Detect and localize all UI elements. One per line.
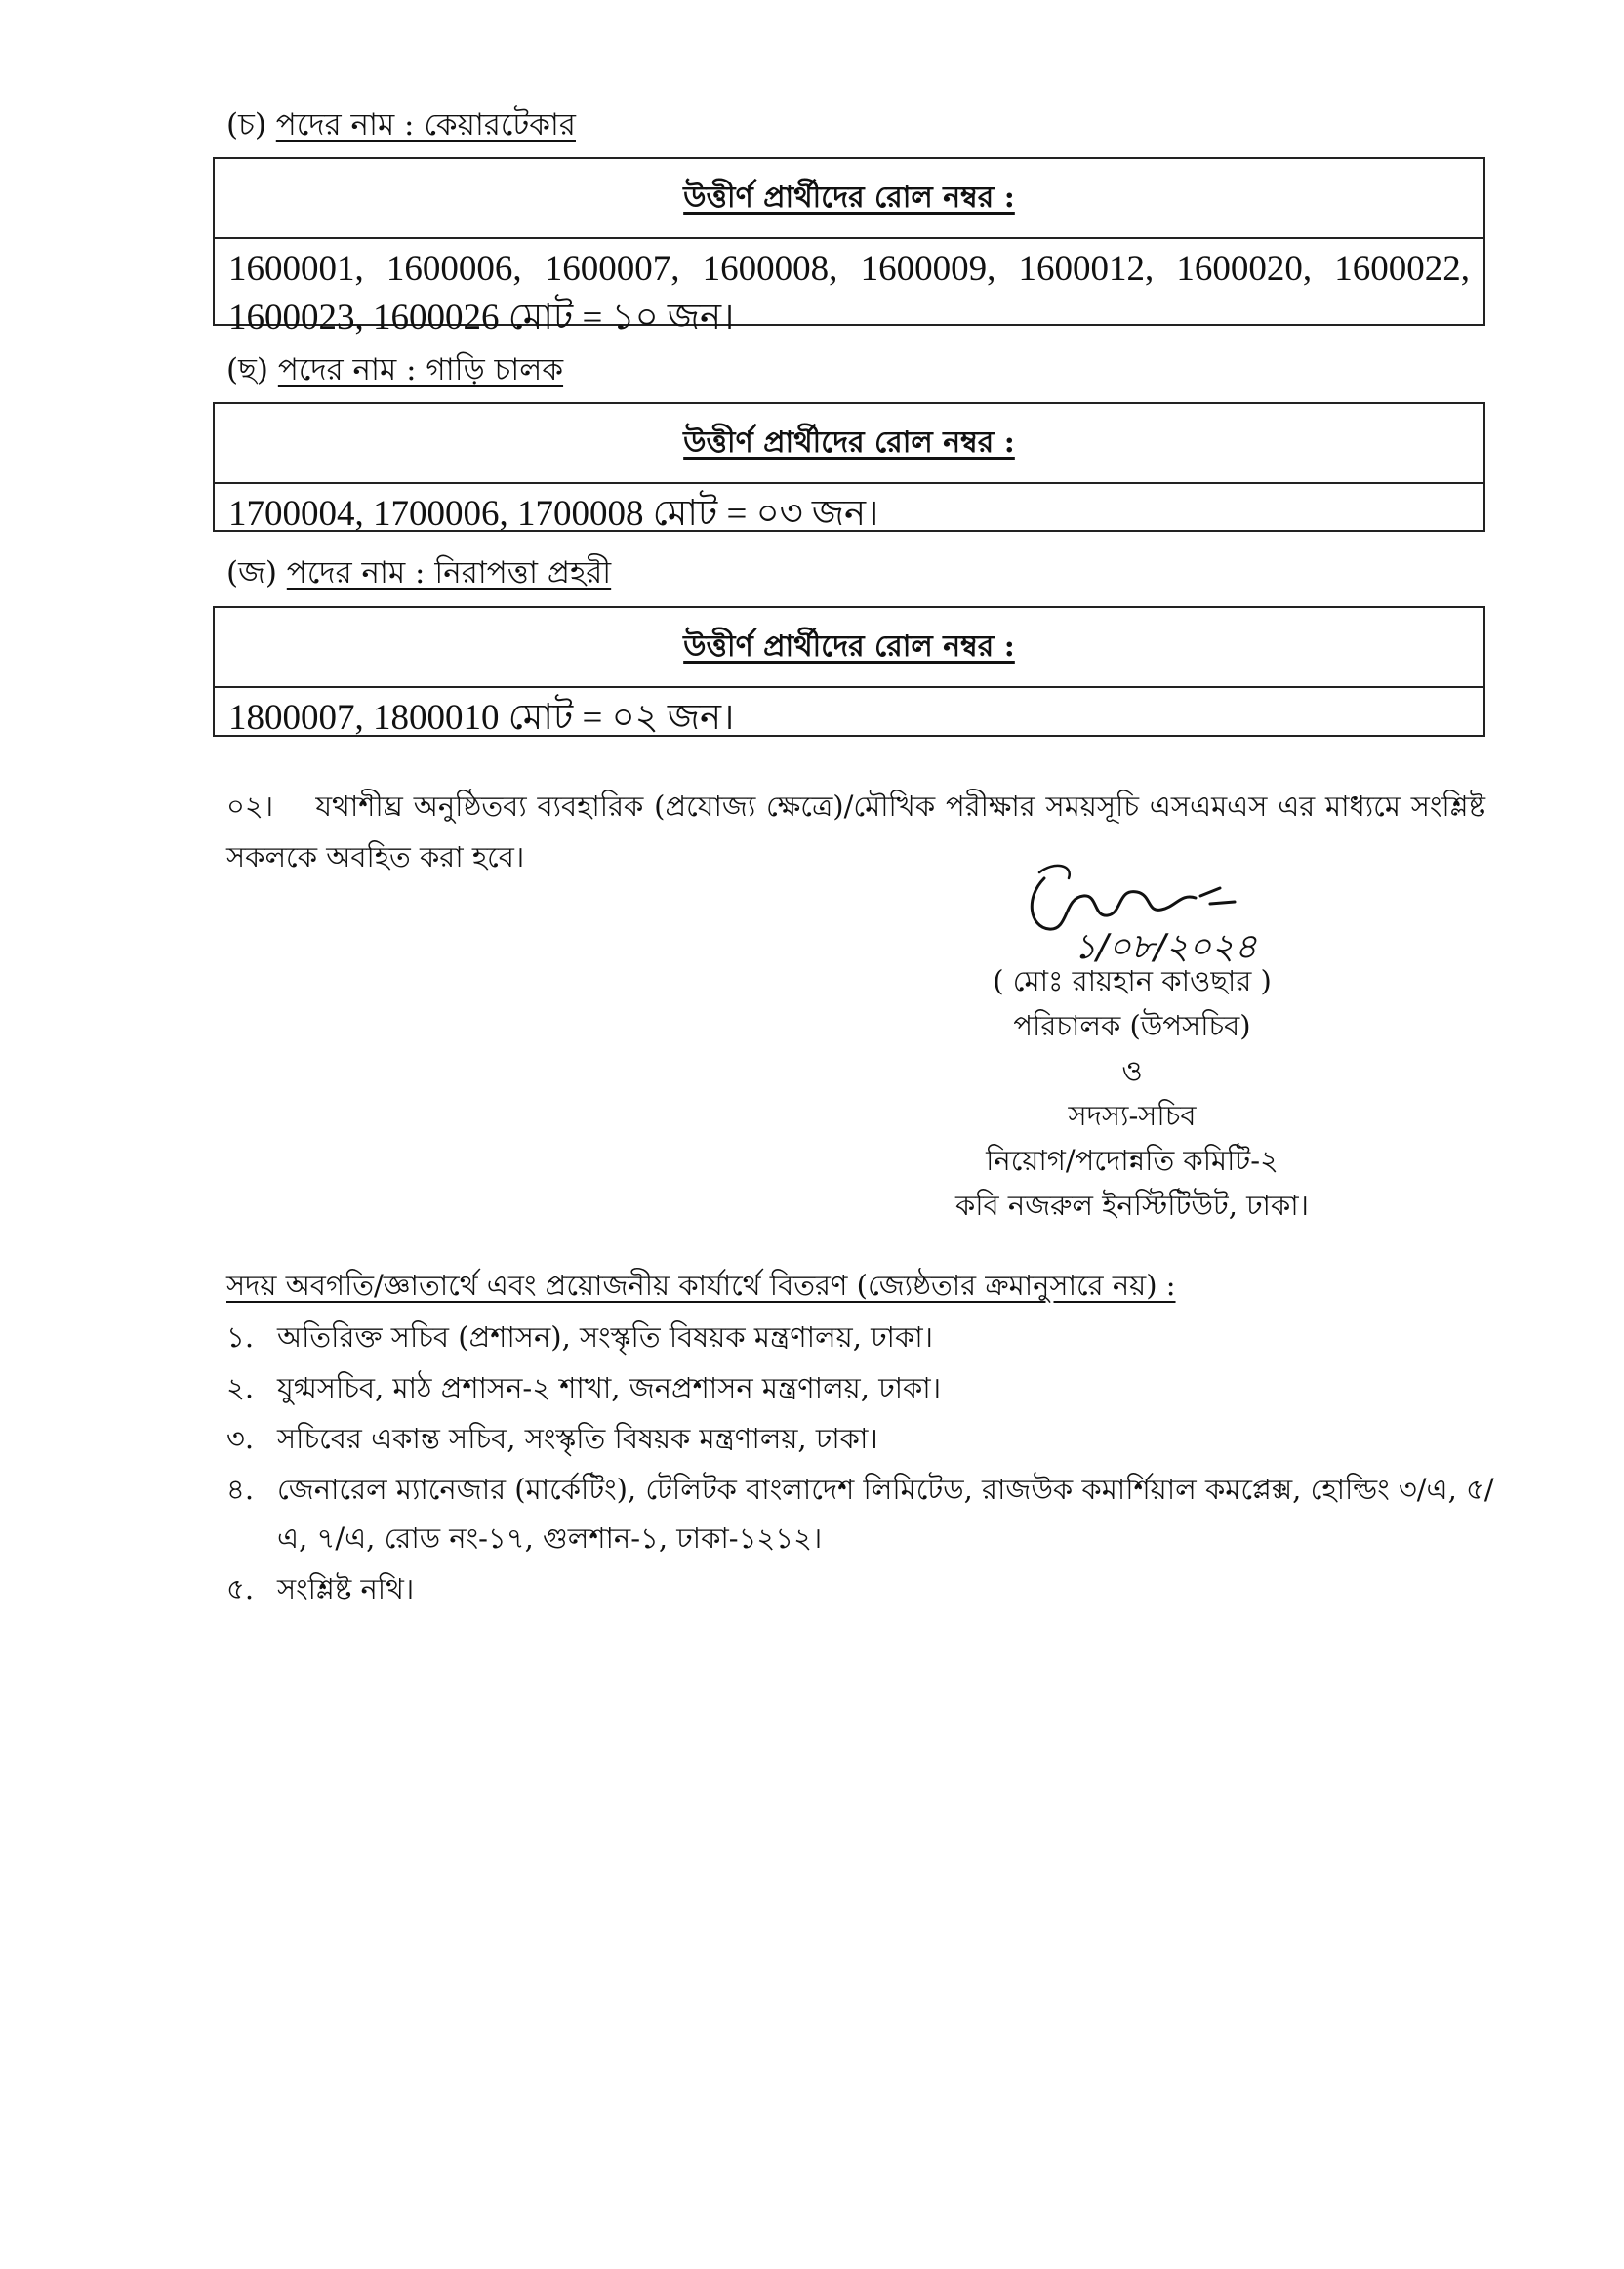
list-item [226, 1564, 1495, 1613]
signatory-designation: পরিচালক (উপসচিব) [1013, 1009, 1251, 1042]
post-heading-driver [226, 350, 563, 389]
paragraph-text: যথাশীঘ্র অনুষ্ঠিতব্য ব্যবহারিক (প্রযোজ্য ক্ষেত্রে)/মৌখিক পরীক্ষার সময়সূচি এসএমএস এর মাধ্যমে সংশ্লিষ্ট সকলকে অবহিত করা হবে। [226, 790, 1485, 873]
roll-numbers: 1600001, 1600006, 1600007, 1600008, 1600009, 1600012, 1600020, 1600022, 1600023, 1600026 মোট = ১০ জন। [228, 249, 1470, 338]
list-item [226, 1363, 1495, 1412]
signatory-committee: নিয়োগ/পদোন্নতি কমিটি-২ [986, 1144, 1279, 1177]
section-marker: (চ) [226, 107, 266, 142]
signatory-conjunction: ও [1121, 1054, 1143, 1087]
list-item [226, 1313, 1495, 1361]
list-item [226, 1465, 1495, 1562]
signatory-office: কবি নজরুল ইনস্টিটিউট, ঢাকা। [954, 1189, 1310, 1222]
list-item-number: ২. [226, 1371, 255, 1404]
roll-table-driver [213, 402, 1485, 532]
post-name: পদের নাম : গাড়ি চালক [277, 352, 564, 387]
roll-numbers: 1700004, 1700006, 1700008 মোট = ০৩ জন। [228, 494, 879, 534]
signatory-name: ( মোঃ রায়হান কাওছার ) [993, 964, 1272, 997]
list-item-text: সংশ্লিষ্ট নথি। [277, 1572, 415, 1605]
list-item-number: ৪. [226, 1473, 255, 1506]
distribution-list [226, 1313, 1495, 1615]
post-name: পদের নাম : কেয়ারটেকার [275, 107, 576, 142]
roll-table-header: উত্তীর্ণ প্রার্থীদের রোল নম্বর : [215, 404, 1483, 484]
handwritten-date: ১/০৮/২০২৪ [1074, 927, 1257, 966]
signature-block [878, 958, 1386, 1228]
list-item [226, 1414, 1495, 1463]
post-heading-security-guard [226, 553, 611, 592]
list-item-text: যুগ্মসচিব, মাঠ প্রশাসন-২ শাখা, জনপ্রশাসন মন্ত্রণালয়, ঢাকা। [277, 1371, 942, 1404]
roll-table-security-guard [213, 606, 1485, 737]
post-name: পদের নাম : নিরাপত্তা প্রহরী [286, 555, 612, 590]
roll-numbers: 1800007, 1800010 মোট = ০২ জন। [228, 698, 735, 738]
paragraph-02 [226, 781, 1485, 882]
roll-table-header: উত্তীর্ণ প্রার্থীদের রোল নম্বর : [215, 608, 1483, 688]
roll-table-header: উত্তীর্ণ প্রার্থীদের রোল নম্বর : [215, 159, 1483, 239]
handwritten-signature [1015, 859, 1269, 966]
paragraph-number: ০২। [226, 790, 274, 823]
distribution-title: সদয় অবগতি/জ্ঞাতার্থে এবং প্রয়োজনীয় কার্যার্থে বিতরণ (জ্যেষ্ঠতার ক্রমানুসারে নয়) : [226, 1269, 1176, 1302]
section-marker: (জ) [226, 555, 277, 590]
list-item-text: জেনারেল ম্যানেজার (মার্কেটিং), টেলিটক বাংলাদেশ লিমিটেড, রাজউক কমার্শিয়াল কমপ্লেক্স, হোল্ডিং ৩/এ, ৫/এ, ৭/এ, রোড নং-১৭, গুলশান-১, ঢাকা-১২১২। [277, 1473, 1494, 1555]
roll-table-caretaker [213, 157, 1485, 338]
section-marker: (ছ) [226, 352, 268, 387]
signatory-role: সদস্য-সচিব [1068, 1099, 1197, 1132]
list-item-number: ১. [226, 1320, 255, 1354]
post-heading-caretaker [226, 105, 576, 144]
list-item-number: ৫. [226, 1572, 255, 1605]
list-item-number: ৩. [226, 1422, 255, 1455]
list-item-text: সচিবের একান্ত সচিব, সংস্কৃতি বিষয়ক মন্ত্রণালয়, ঢাকা। [277, 1422, 878, 1455]
list-item-text: অতিরিক্ত সচিব (প্রশাসন), সংস্কৃতি বিষয়ক মন্ত্রণালয়, ঢাকা। [277, 1320, 934, 1354]
